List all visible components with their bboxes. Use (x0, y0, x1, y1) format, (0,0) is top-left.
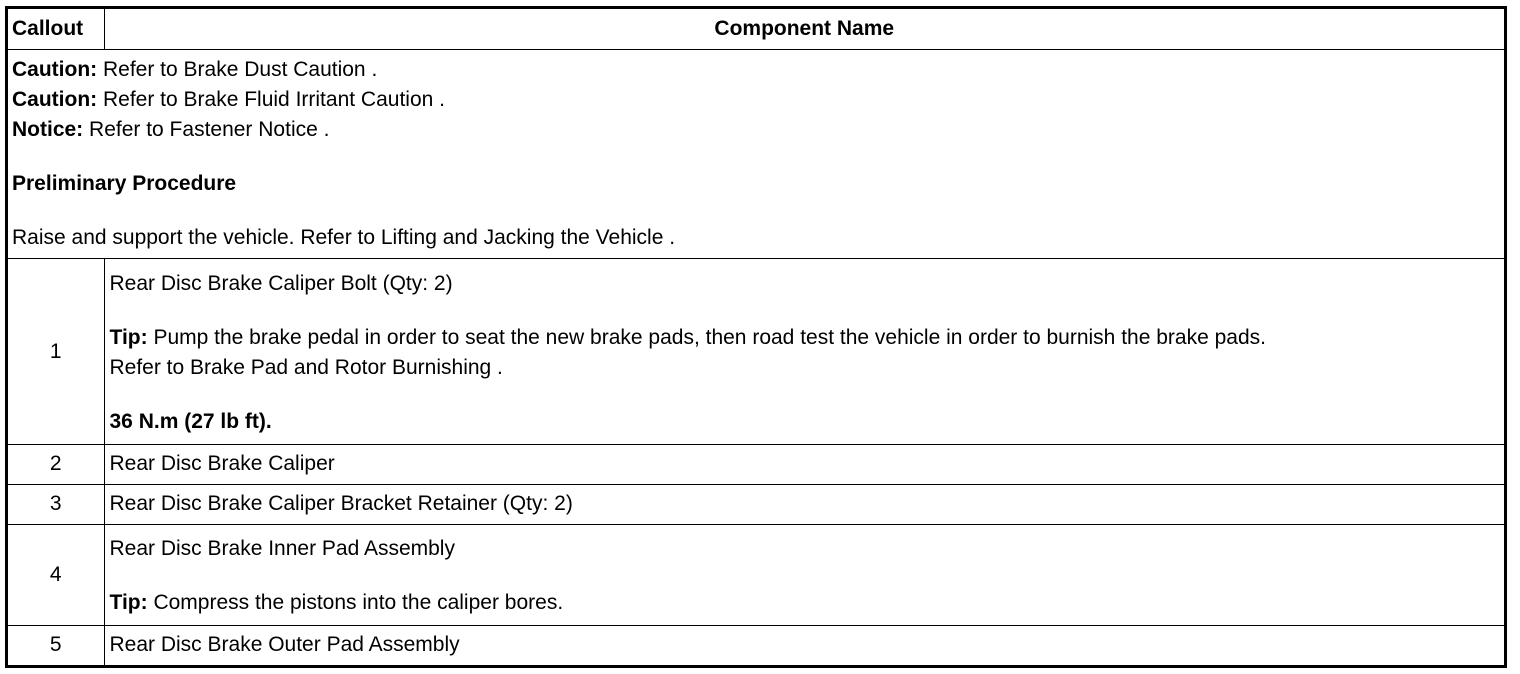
caution-brake-fluid (12, 85, 1499, 115)
component-cell (104, 259, 1504, 445)
tip-line-1: Pump the brake pedal in order to seat the new brake pads, then road test the vehicle in order to burnish the brake pads. (147, 325, 1266, 349)
caution-label: Caution: (12, 88, 98, 111)
table-row (8, 524, 1504, 625)
caution-text: Refer to Brake Dust Caution . (97, 58, 378, 81)
table-row (8, 625, 1504, 665)
component-cell (104, 524, 1504, 625)
callout-number: 3 (8, 484, 104, 524)
callout-number: 4 (8, 524, 104, 625)
tip-text (110, 323, 1500, 353)
callout-number: 5 (8, 625, 104, 665)
tip-label: Tip: (109, 325, 148, 349)
callout-column-header: Callout (8, 9, 104, 50)
tip-body: Compress the pistons into the caliper bores. (147, 590, 564, 614)
table-row (8, 484, 1504, 524)
preliminary-procedure-text: Raise and support the vehicle. Refer to Lifting and Jacking the Vehicle . (12, 226, 676, 249)
table-row (8, 259, 1504, 445)
torque-spec: 36 N.m (27 lb ft). (109, 409, 272, 433)
notice-fastener (12, 115, 1499, 145)
callout-number: 2 (8, 444, 104, 484)
caution-label: Caution: (12, 58, 98, 81)
component-name: Rear Disc Brake Inner Pad Assembly (109, 536, 455, 560)
tip-line-2: Refer to Brake Pad and Rotor Burnishing . (109, 355, 503, 379)
callout-number: 1 (8, 259, 104, 445)
table-row (8, 444, 1504, 484)
caution-text: Refer to Brake Fluid Irritant Caution . (97, 88, 445, 111)
intro-row (8, 50, 1504, 259)
notice-text: Refer to Fastener Notice . (83, 118, 330, 141)
intro-cell (8, 50, 1504, 259)
notice-label: Notice: (12, 118, 84, 141)
caution-brake-dust (12, 55, 1499, 85)
tip-text (110, 588, 1500, 618)
component-table (8, 9, 1504, 665)
component-table-frame (5, 6, 1507, 668)
component-name: Rear Disc Brake Caliper Bolt (Qty: 2) (109, 271, 453, 295)
header-row (8, 9, 1504, 50)
component-name: Rear Disc Brake Caliper Bracket Retainer (Qty: 2) (104, 484, 1504, 524)
component-name: Rear Disc Brake Caliper (104, 444, 1504, 484)
component-name: Rear Disc Brake Outer Pad Assembly (104, 625, 1504, 665)
preliminary-procedure-heading: Preliminary Procedure (12, 172, 237, 195)
tip-label: Tip: (109, 590, 148, 614)
component-name-column-header: Component Name (104, 9, 1504, 50)
